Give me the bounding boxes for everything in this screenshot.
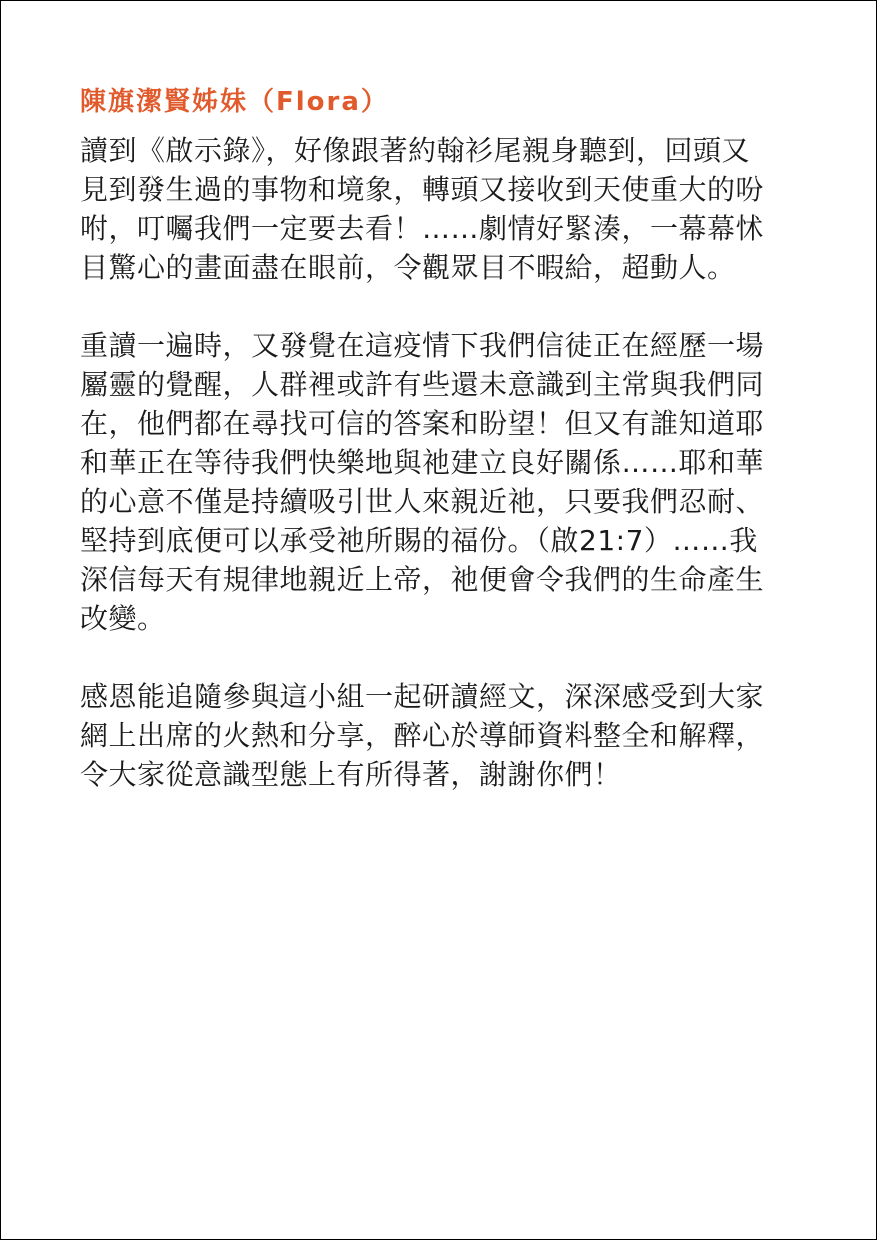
text-line: 讀到《啟示錄》，好像跟著約翰衫尾親身聽到，回頭又 xyxy=(80,134,751,167)
text-line: 深信每天有規律地親近上帝，祂便會令我們的生命產生 xyxy=(80,563,765,596)
text-line: 見到發生過的事物和境象，轉頭又接收到天使重大的吩 xyxy=(80,173,765,206)
text-line: 和華正在等待我們快樂地與祂建立良好關係……耶和華 xyxy=(80,446,765,479)
text-line: 令大家從意識型態上有所得著，謝謝你們！ xyxy=(80,758,622,791)
text-line: 感恩能追隨參與這小組一起研讀經文，深深感受到大家 xyxy=(80,680,765,713)
author-heading: 陳旗潔賢姊妹（Flora） xyxy=(80,87,389,117)
text-line: 咐，叮囑我們一定要去看！……劇情好緊湊，一幕幕怵 xyxy=(80,212,765,245)
text-line: 在，他們都在尋找可信的答案和盼望！但又有誰知道耶 xyxy=(80,407,765,440)
text-line: 屬靈的覺醒，人群裡或許有些還未意識到主常與我們同 xyxy=(80,368,765,401)
text-line: 堅持到底便可以承受祂所賜的福份。（啟21:7）……我 xyxy=(80,524,758,557)
paragraph-2 xyxy=(80,326,802,638)
paragraph-1 xyxy=(80,131,802,287)
testimony-content xyxy=(80,87,802,833)
text-line: 目驚心的畫面盡在眼前，令觀眾目不暇給，超動人。 xyxy=(80,251,736,284)
text-line: 的心意不僅是持續吸引世人來親近祂，只要我們忍耐、 xyxy=(80,485,765,518)
text-line: 改變。 xyxy=(80,602,166,635)
text-line: 重讀一遍時，又發覺在這疫情下我們信徒正在經歷一場 xyxy=(80,329,765,362)
text-line: 網上出席的火熱和分享，醉心於導師資料整全和解釋， xyxy=(80,719,765,752)
paragraph-3 xyxy=(80,677,802,794)
